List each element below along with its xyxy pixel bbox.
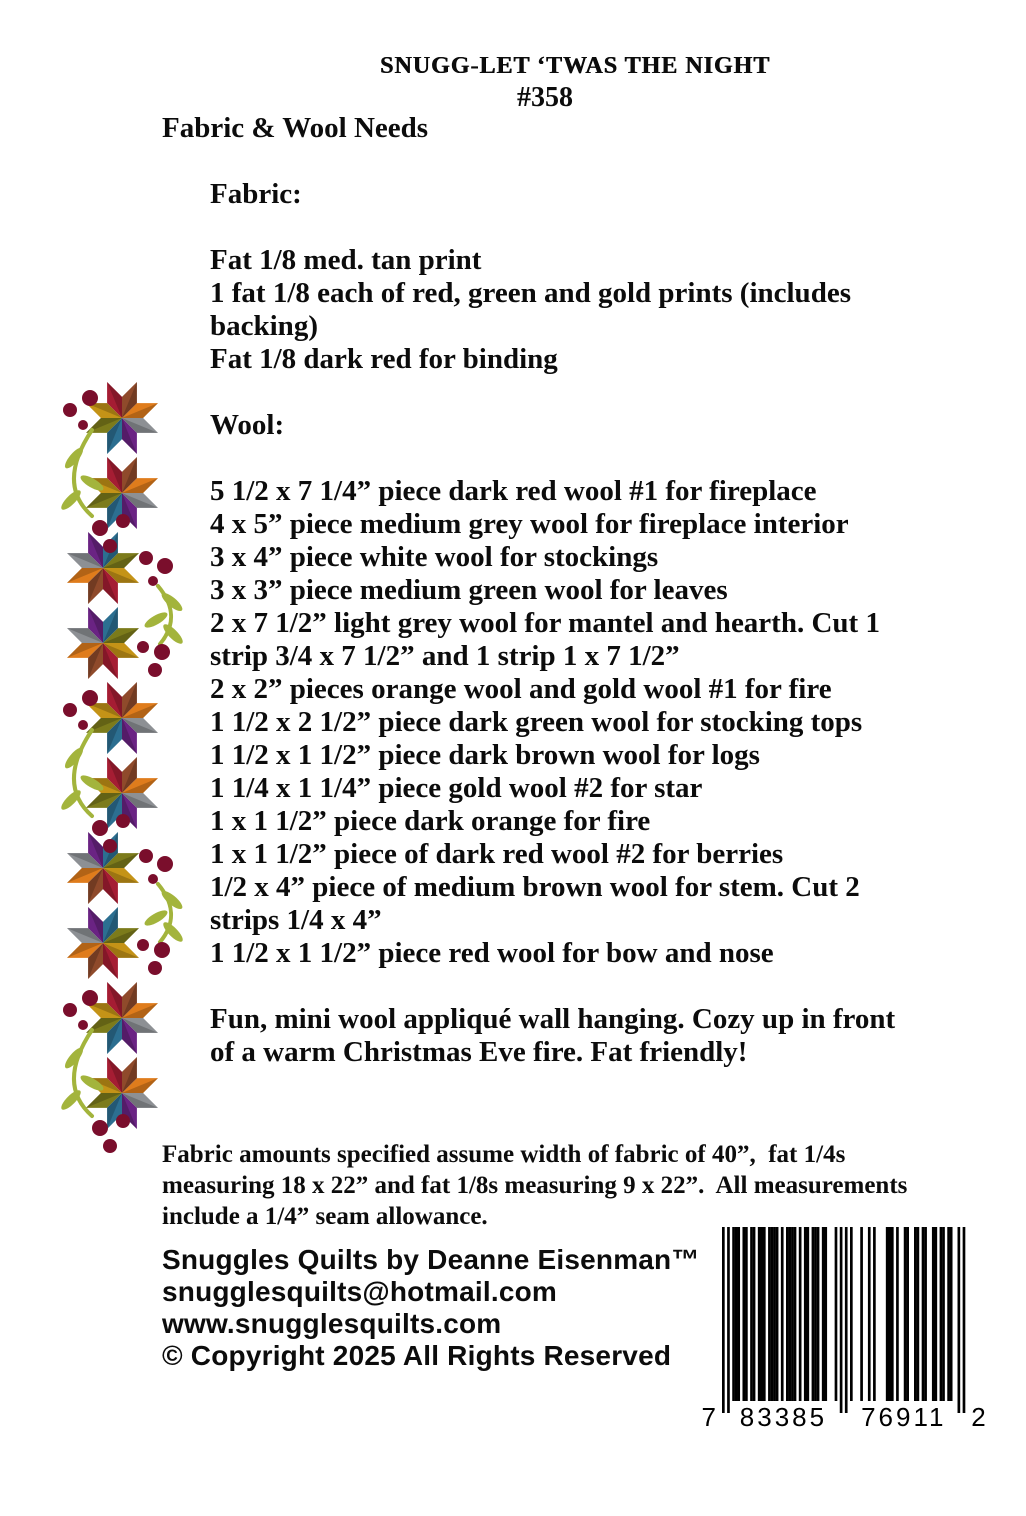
text-line: 1 1/2 x 2 1/2” piece dark green wool for stocking tops [210,706,863,738]
barcode-bar [791,1227,794,1401]
barcode-bar [932,1227,935,1401]
text-line: 2 x 2” pieces orange wool and gold wool #1 for fire [210,673,832,705]
barcode-bar [934,1227,937,1401]
spacer [210,442,992,475]
spacer [210,376,992,409]
text-line: 1 1/2 x 1 1/2” piece red wool for bow and nose [210,937,774,969]
quilt-star [86,382,158,454]
text-line: 1 fat 1/8 each of red, green and gold prints (includes [210,277,851,309]
barcode-bar [781,1227,784,1401]
barcode-bar [942,1227,945,1401]
barcode-bar [732,1227,735,1401]
barcode-bar [904,1227,907,1401]
text-line: © Copyright 2025 All Rights Reserved [162,1340,672,1371]
barcode-bar [722,1227,725,1413]
barcode-bar [896,1227,899,1401]
barcode-digits: 2 [971,1402,986,1432]
text-line: backing) [210,310,318,342]
barcode-bar [850,1227,853,1401]
wool-heading: Wool: [210,409,285,441]
text-line: Snuggles Quilts by Deanne Eisenman™ [162,1244,700,1275]
barcode-bar [817,1227,820,1401]
barcode-bar [737,1227,740,1401]
barcode-bar [950,1227,953,1401]
barcode-bar [789,1227,792,1401]
fabric-heading: Fabric: [210,178,302,210]
barcode-bar [917,1227,920,1401]
quilt-star [67,607,139,679]
text-line: snugglesquilts@hotmail.com [162,1276,557,1307]
barcode-bar [824,1227,827,1401]
text-line: include a 1/4” seam allowance. [162,1203,488,1230]
pattern-title: SNUGG-LET ‘TWAS THE NIGHT [379,53,771,79]
text-line: 1/2 x 4” piece of medium brown wool for stem. Cut 2 [210,871,860,903]
quilt-star [67,532,139,604]
barcode-bar [786,1227,789,1401]
barcode-bar [794,1227,797,1401]
barcode-bar [735,1227,738,1401]
text-line: 4 x 5” piece medium grey wool for fireplace interior [210,508,849,540]
barcode-bar [742,1227,745,1401]
barcode-bar [914,1227,917,1401]
barcode-bar [860,1227,863,1401]
barcode-bar [947,1227,950,1401]
text-line: 1 1/2 x 1 1/2” piece dark brown wool for logs [210,739,760,771]
spacer [162,145,992,178]
barcode-bar [812,1227,815,1401]
text-line: 1 x 1 1/2” piece of dark red wool #2 for berries [210,838,784,870]
barcode-bar [799,1227,802,1401]
barcode-bar [835,1227,838,1401]
text-line: 5 1/2 x 7 1/4” piece dark red wool #1 for fireplace [210,475,817,507]
pattern-number: #358 [517,82,573,113]
barcode-bar [727,1227,730,1413]
barcode [690,1227,1002,1432]
text-line: Fabric amounts specified assume width of fabric of 40”, fat 1/4s [162,1141,846,1168]
text-line: 1 x 1 1/2” piece dark orange for fire [210,805,651,837]
barcode-bar [958,1227,961,1413]
text-line: 3 x 4” piece white wool for stockings [210,541,659,573]
text-line: strips 1/4 x 4” [210,904,382,936]
barcode-bar [776,1227,779,1401]
wool-lines [210,475,992,970]
text-line: Fat 1/8 dark red for binding [210,343,558,375]
description-lines [210,1003,992,1069]
barcode-bar [822,1227,825,1401]
text-line: Fat 1/8 med. tan print [210,244,482,276]
quilt-star [67,832,139,904]
barcode-bar [763,1227,766,1401]
barcode-bar [768,1227,771,1401]
text-line: of a warm Christmas Eve fire. Fat friendly! [210,1036,748,1068]
barcode-bar [840,1227,843,1413]
barcode-bar [873,1227,876,1401]
barcode-bar [804,1227,807,1401]
barcode-bar [886,1227,889,1401]
fabric-amounts-note [162,1139,982,1232]
barcode-bar [940,1227,943,1401]
barcode-bar [745,1227,748,1401]
fabric-lines [210,244,992,376]
spacer [210,970,992,1003]
barcode-bar [924,1227,927,1401]
barcode-digits: 76911 [861,1402,947,1432]
barcode-bar [922,1227,925,1401]
publisher-info [162,1244,700,1372]
barcode-bar [868,1227,871,1401]
barcode-bar [758,1227,761,1401]
barcode-bar [806,1227,809,1401]
text-line: www.snugglesquilts.com [162,1308,502,1339]
barcode-bar [963,1227,966,1413]
barcode-bar [888,1227,891,1401]
barcode-bar [845,1227,848,1413]
text-line: Fun, mini wool appliqué wall hanging. Cozy up in front [210,1003,896,1035]
quilt-star [67,907,139,979]
materials-indent-block [210,178,992,1069]
text-line: 3 x 3” piece medium green wool for leaves [210,574,728,606]
text-line: measuring 18 x 22” and fat 1/8s measuring 9 x 22”. All measurements [162,1172,908,1199]
barcode-bar [773,1227,776,1401]
barcode-bar [906,1227,909,1401]
quilt-star [86,682,158,754]
barcode-bar [760,1227,763,1401]
quilt-star [86,982,158,1054]
barcode-bar [814,1227,817,1401]
materials-list [162,112,992,1069]
barcode-digits: 83385 [739,1402,828,1432]
barcode-bar [750,1227,753,1401]
spacer [210,211,992,244]
section-title: Fabric & Wool Needs [162,112,429,144]
text-line: 2 x 7 1/2” light grey wool for mantel and hearth. Cut 1 [210,607,880,639]
barcode-bar [753,1227,756,1401]
text-line: strip 3/4 x 7 1/2” and 1 strip 1 x 7 1/2” [210,640,680,672]
barcode-bar [891,1227,894,1401]
barcode-bar [771,1227,774,1401]
barcode-digits: 7 [701,1402,716,1432]
text-line: 1 1/4 x 1 1/4” piece gold wool #2 for star [210,772,703,804]
